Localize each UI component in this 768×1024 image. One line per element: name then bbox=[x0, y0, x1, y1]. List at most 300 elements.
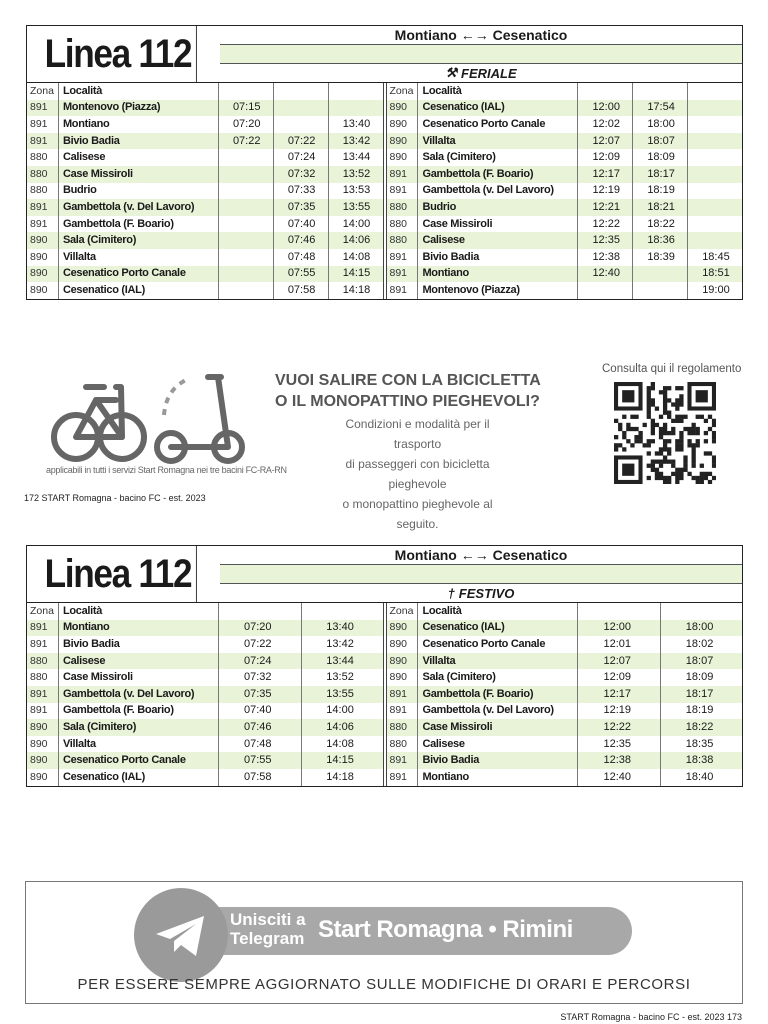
time-cell: 14:06 bbox=[301, 719, 382, 736]
time-header bbox=[301, 603, 382, 620]
table-row bbox=[27, 216, 383, 233]
time-cell bbox=[218, 282, 273, 299]
table-row bbox=[27, 249, 383, 266]
time-header bbox=[218, 603, 301, 620]
localita-cell: Montenovo (Piazza) bbox=[58, 100, 218, 117]
zona-header: Zona bbox=[27, 603, 58, 620]
zona-header: Zona bbox=[387, 603, 418, 620]
time-cell bbox=[633, 282, 688, 299]
localita-cell: Gambettola (v. Del Lavoro) bbox=[418, 703, 578, 720]
time-cell: 18:36 bbox=[633, 232, 688, 249]
zona-cell: 880 bbox=[387, 719, 418, 736]
table-row bbox=[387, 703, 743, 720]
feriale-outbound-table bbox=[27, 83, 383, 299]
time-cell bbox=[688, 199, 742, 216]
time-cell bbox=[218, 183, 273, 200]
table-row bbox=[27, 232, 383, 249]
table-row bbox=[27, 669, 383, 686]
localita-cell: Gambettola (v. Del Lavoro) bbox=[418, 183, 578, 200]
localita-cell: Gambettola (F. Boario) bbox=[418, 166, 578, 183]
zona-cell: 880 bbox=[387, 199, 418, 216]
time-header bbox=[633, 83, 688, 100]
zona-cell: 891 bbox=[387, 183, 418, 200]
localita-cell: Sala (Cimitero) bbox=[58, 232, 218, 249]
zona-cell: 891 bbox=[387, 769, 418, 786]
time-cell: 12:07 bbox=[578, 653, 661, 670]
time-cell: 18:17 bbox=[661, 686, 742, 703]
time-cell: 07:15 bbox=[218, 100, 273, 117]
localita-cell: Bivio Badia bbox=[418, 752, 578, 769]
zona-cell: 880 bbox=[387, 216, 418, 233]
time-cell: 07:46 bbox=[273, 232, 328, 249]
table-row bbox=[387, 183, 743, 200]
time-cell: 13:44 bbox=[342, 151, 371, 164]
localita-cell: Cesenatico Porto Canale bbox=[418, 116, 578, 133]
time-cell: 12:00 bbox=[578, 100, 633, 117]
zona-cell: 880 bbox=[387, 232, 418, 249]
time-cell: 07:35 bbox=[273, 199, 328, 216]
time-cell: 13:52 bbox=[328, 166, 382, 183]
time-cell bbox=[688, 216, 742, 233]
zona-cell: 890 bbox=[27, 752, 58, 769]
period-label bbox=[220, 64, 742, 82]
telegram-channel-name: Start Romagna • Rimini bbox=[318, 916, 573, 943]
time-cell: 12:38 bbox=[578, 752, 661, 769]
time-cell: 18:45 bbox=[702, 250, 730, 263]
time-header bbox=[661, 603, 742, 620]
applicability-note: applicabili in tutti i servizi Start Romagna nei tre bacini FC-RA-RN bbox=[46, 465, 287, 475]
table-row bbox=[27, 703, 383, 720]
localita-cell: Sala (Cimitero) bbox=[418, 669, 578, 686]
time-cell: 18:19 bbox=[633, 183, 688, 200]
zona-header: Zona bbox=[387, 83, 418, 100]
table-row bbox=[387, 149, 743, 166]
localita-cell: Cesenatico (IAL) bbox=[418, 620, 578, 637]
localita-header: Località bbox=[418, 83, 578, 100]
time-cell: 18:22 bbox=[633, 216, 688, 233]
localita-cell: Villalta bbox=[58, 249, 218, 266]
time-cell bbox=[688, 166, 742, 183]
festivo-return-table bbox=[387, 603, 743, 786]
page-footer-right: START Romagna - bacino FC - est. 2023 173 bbox=[560, 1012, 742, 1022]
localita-header: Località bbox=[58, 83, 218, 100]
timetable-header bbox=[27, 26, 742, 83]
festivo-outbound-table bbox=[27, 603, 383, 786]
zona-cell: 890 bbox=[27, 769, 58, 786]
zona-cell: 890 bbox=[27, 232, 58, 249]
zona-header: Zona bbox=[27, 83, 58, 100]
telegram-subtitle: PER ESSERE SEMPRE AGGIORNATO SULLE MODIFICHE DI ORARI E PERCORSI bbox=[77, 976, 691, 993]
table-row bbox=[27, 769, 383, 786]
time-header bbox=[688, 83, 742, 100]
time-header bbox=[328, 83, 382, 100]
zona-cell: 891 bbox=[27, 216, 58, 233]
folding-bike-scooter-icon bbox=[46, 365, 256, 465]
time-cell: 14:15 bbox=[328, 266, 382, 283]
localita-cell: Montiano bbox=[418, 266, 578, 283]
time-cell: 12:21 bbox=[578, 199, 633, 216]
time-cell: 12:17 bbox=[578, 686, 661, 703]
zona-cell: 890 bbox=[387, 100, 418, 117]
zona-cell: 890 bbox=[387, 116, 418, 133]
time-cell: 13:52 bbox=[326, 671, 354, 684]
time-cell: 07:24 bbox=[273, 149, 328, 166]
table-header-row bbox=[27, 83, 383, 100]
time-cell: 12:17 bbox=[578, 166, 633, 183]
table-row bbox=[27, 166, 383, 183]
time-cell: 12:40 bbox=[578, 769, 661, 786]
table-row bbox=[387, 752, 743, 769]
time-header bbox=[218, 83, 273, 100]
time-cell: 13:53 bbox=[342, 184, 371, 197]
table-row bbox=[27, 736, 383, 753]
table-row bbox=[27, 100, 383, 117]
time-cell: 18:07 bbox=[661, 653, 742, 670]
time-cell: 12:40 bbox=[578, 266, 633, 283]
localita-cell: Montiano bbox=[418, 769, 578, 786]
time-cell bbox=[328, 100, 382, 117]
localita-cell: Villalta bbox=[58, 736, 218, 753]
table-row bbox=[27, 199, 383, 216]
zona-cell: 891 bbox=[387, 752, 418, 769]
telegram-icon bbox=[134, 888, 228, 982]
time-cell: 07:48 bbox=[273, 249, 328, 266]
zona-cell: 891 bbox=[27, 703, 58, 720]
time-cell: 12:22 bbox=[578, 216, 633, 233]
telegram-circle bbox=[134, 888, 228, 982]
table-row bbox=[387, 719, 743, 736]
zona-cell: 891 bbox=[387, 166, 418, 183]
timetable-header bbox=[27, 546, 742, 603]
time-cell: 18:40 bbox=[685, 770, 714, 783]
localita-cell: Budrio bbox=[58, 183, 218, 200]
time-cell: 13:42 bbox=[326, 637, 354, 650]
time-cell: 07:32 bbox=[218, 669, 301, 686]
time-cell: 13:40 bbox=[301, 620, 382, 637]
table-row bbox=[387, 249, 743, 266]
time-cell: 19:00 bbox=[702, 283, 730, 296]
time-cell: 12:19 bbox=[578, 703, 661, 720]
localita-cell: Montenovo (Piazza) bbox=[418, 282, 578, 299]
time-cell: 18:21 bbox=[633, 199, 688, 216]
localita-cell: Cesenatico (IAL) bbox=[418, 100, 578, 117]
zona-cell: 891 bbox=[387, 282, 418, 299]
zona-cell: 880 bbox=[27, 183, 58, 200]
table-row bbox=[27, 653, 383, 670]
time-cell: 12:00 bbox=[578, 620, 661, 637]
localita-cell: Case Missiroli bbox=[58, 166, 218, 183]
zona-cell: 880 bbox=[27, 669, 58, 686]
table-row bbox=[387, 636, 743, 653]
time-cell: 18:38 bbox=[661, 752, 742, 769]
time-header bbox=[273, 83, 328, 100]
localita-cell: Bivio Badia bbox=[418, 249, 578, 266]
table-row bbox=[27, 752, 383, 769]
timetable-feriale bbox=[26, 25, 743, 300]
table-header-row bbox=[387, 603, 743, 620]
time-cell: 07:55 bbox=[218, 752, 301, 769]
time-cell bbox=[218, 232, 273, 249]
localita-cell: Gambettola (F. Boario) bbox=[418, 686, 578, 703]
time-cell: 07:22 bbox=[218, 636, 301, 653]
time-cell: 12:35 bbox=[578, 232, 633, 249]
localita-cell: Cesenatico Porto Canale bbox=[58, 266, 218, 283]
zona-cell: 891 bbox=[27, 636, 58, 653]
time-cell: 12:07 bbox=[578, 133, 633, 150]
table-row bbox=[387, 216, 743, 233]
zona-cell: 890 bbox=[387, 133, 418, 150]
time-cell bbox=[688, 183, 742, 200]
time-cell: 07:22 bbox=[273, 133, 328, 150]
zona-cell: 890 bbox=[27, 736, 58, 753]
period-text: FERIALE bbox=[461, 65, 517, 81]
timetable-festivo bbox=[26, 545, 743, 787]
table-header-row bbox=[27, 603, 383, 620]
time-cell bbox=[633, 266, 688, 283]
time-cell: 14:15 bbox=[301, 752, 382, 769]
zona-cell: 890 bbox=[27, 282, 58, 299]
localita-cell: Case Missiroli bbox=[418, 216, 578, 233]
cross-icon: † bbox=[447, 585, 455, 601]
zona-cell: 890 bbox=[387, 620, 418, 637]
time-cell: 07:46 bbox=[218, 719, 301, 736]
localita-header: Località bbox=[58, 603, 218, 620]
page-footer-left: 172 START Romagna - bacino FC - est. 2023 bbox=[24, 493, 206, 503]
localita-cell: Montiano bbox=[58, 620, 218, 637]
time-cell: 14:00 bbox=[342, 217, 371, 230]
zona-cell: 891 bbox=[387, 703, 418, 720]
bike-question: VUOI SALIRE CON LA BICICLETTA O IL MONOPATTINO PIEGHEVOLI? bbox=[275, 372, 541, 410]
table-row bbox=[27, 636, 383, 653]
time-cell: 18:17 bbox=[633, 166, 688, 183]
localita-cell: Budrio bbox=[418, 199, 578, 216]
table-row bbox=[27, 620, 383, 637]
time-cell: 18:00 bbox=[661, 620, 742, 637]
localita-cell: Gambettola (v. Del Lavoro) bbox=[58, 199, 218, 216]
time-cell: 07:35 bbox=[218, 686, 301, 703]
localita-cell: Bivio Badia bbox=[58, 133, 218, 150]
table-row bbox=[27, 133, 383, 150]
table-row bbox=[387, 653, 743, 670]
time-cell: 07:58 bbox=[273, 282, 328, 299]
time-cell: 14:08 bbox=[342, 250, 371, 263]
table-row bbox=[387, 266, 743, 283]
time-cell: 07:22 bbox=[218, 133, 273, 150]
localita-cell: Montiano bbox=[58, 116, 218, 133]
route-title: Montiano ←→ Cesenatico bbox=[220, 546, 742, 565]
route-title: Montiano ←→ Cesenatico bbox=[220, 26, 742, 45]
time-cell: 07:58 bbox=[218, 769, 301, 786]
time-cell bbox=[218, 266, 273, 283]
time-cell: 12:01 bbox=[578, 636, 661, 653]
time-cell: 18:09 bbox=[685, 671, 714, 684]
localita-cell: Calisese bbox=[418, 736, 578, 753]
table-row bbox=[27, 719, 383, 736]
table-row bbox=[387, 282, 743, 299]
zona-cell: 890 bbox=[387, 669, 418, 686]
time-cell bbox=[688, 133, 742, 150]
time-cell: 12:19 bbox=[578, 183, 633, 200]
table-row bbox=[27, 686, 383, 703]
time-cell: 12:09 bbox=[578, 669, 661, 686]
time-cell bbox=[218, 216, 273, 233]
table-row bbox=[387, 620, 743, 637]
zona-cell: 890 bbox=[387, 636, 418, 653]
time-cell: 18:07 bbox=[633, 133, 688, 150]
table-row bbox=[387, 100, 743, 117]
time-cell: 18:35 bbox=[685, 737, 714, 750]
feriale-return-table bbox=[387, 83, 743, 299]
time-cell bbox=[688, 149, 742, 166]
time-cell: 17:54 bbox=[633, 100, 688, 117]
hammer-icon: ⚒ bbox=[445, 65, 458, 80]
localita-cell: Cesenatico (IAL) bbox=[58, 282, 218, 299]
time-cell bbox=[688, 232, 742, 249]
time-cell bbox=[273, 116, 328, 133]
zona-cell: 891 bbox=[27, 199, 58, 216]
time-cell: 18:39 bbox=[633, 249, 688, 266]
localita-cell: Bivio Badia bbox=[58, 636, 218, 653]
time-cell: 18:19 bbox=[685, 704, 714, 717]
table-row bbox=[27, 266, 383, 283]
localita-cell: Cesenatico Porto Canale bbox=[418, 636, 578, 653]
zona-cell: 890 bbox=[27, 266, 58, 283]
zona-cell: 880 bbox=[387, 736, 418, 753]
time-cell bbox=[218, 249, 273, 266]
time-cell: 14:08 bbox=[326, 737, 354, 750]
localita-cell: Calisese bbox=[58, 149, 218, 166]
time-cell: 18:09 bbox=[633, 149, 688, 166]
table-row bbox=[27, 149, 383, 166]
zona-cell: 891 bbox=[27, 100, 58, 117]
zona-cell: 891 bbox=[387, 266, 418, 283]
zona-cell: 891 bbox=[27, 116, 58, 133]
table-row bbox=[387, 166, 743, 183]
table-row bbox=[387, 116, 743, 133]
zona-cell: 891 bbox=[27, 686, 58, 703]
localita-cell: Gambettola (v. Del Lavoro) bbox=[58, 686, 218, 703]
table-row bbox=[387, 736, 743, 753]
localita-cell: Gambettola (F. Boario) bbox=[58, 703, 218, 720]
localita-cell: Cesenatico (IAL) bbox=[58, 769, 218, 786]
time-cell: 13:44 bbox=[301, 653, 382, 670]
time-cell bbox=[218, 149, 273, 166]
localita-cell: Case Missiroli bbox=[58, 669, 218, 686]
time-cell bbox=[273, 100, 328, 117]
telegram-banner[interactable] bbox=[25, 881, 743, 1004]
time-cell: 18:51 bbox=[688, 266, 742, 283]
time-cell bbox=[688, 116, 742, 133]
time-cell: 07:32 bbox=[273, 166, 328, 183]
qr-label: Consulta qui il regolamento bbox=[602, 363, 742, 375]
zona-cell: 891 bbox=[27, 133, 58, 150]
time-cell: 13:55 bbox=[328, 199, 382, 216]
zona-cell: 890 bbox=[27, 249, 58, 266]
time-cell: 12:22 bbox=[578, 719, 661, 736]
zona-cell: 890 bbox=[27, 719, 58, 736]
zona-cell: 891 bbox=[387, 249, 418, 266]
time-cell: 07:55 bbox=[273, 266, 328, 283]
localita-cell: Sala (Cimitero) bbox=[418, 149, 578, 166]
zona-cell: 890 bbox=[387, 653, 418, 670]
table-row bbox=[387, 133, 743, 150]
time-cell: 14:00 bbox=[326, 704, 354, 717]
table-row bbox=[387, 769, 743, 786]
localita-cell: Calisese bbox=[58, 653, 218, 670]
time-cell: 12:35 bbox=[578, 736, 661, 753]
time-cell: 07:20 bbox=[218, 116, 273, 133]
time-cell: 18:00 bbox=[633, 116, 688, 133]
time-cell: 12:38 bbox=[578, 249, 633, 266]
time-header bbox=[578, 603, 661, 620]
line-title: Linea 112 bbox=[27, 546, 197, 602]
zona-cell: 891 bbox=[27, 620, 58, 637]
period-label bbox=[220, 584, 742, 602]
localita-cell: Cesenatico Porto Canale bbox=[58, 752, 218, 769]
time-cell: 12:09 bbox=[578, 149, 633, 166]
zona-cell: 890 bbox=[387, 149, 418, 166]
telegram-join-text: Unisciti a Telegram bbox=[230, 910, 306, 948]
table-row bbox=[27, 116, 383, 133]
time-cell: 14:18 bbox=[342, 283, 371, 296]
time-cell: 07:24 bbox=[218, 653, 301, 670]
time-cell: 07:40 bbox=[273, 216, 328, 233]
table-row bbox=[387, 232, 743, 249]
time-cell: 14:18 bbox=[326, 770, 354, 783]
table-header-row bbox=[387, 83, 743, 100]
time-cell bbox=[688, 100, 742, 117]
header-spacer bbox=[220, 45, 742, 64]
time-cell: 07:40 bbox=[218, 703, 301, 720]
localita-cell: Gambettola (F. Boario) bbox=[58, 216, 218, 233]
localita-cell: Calisese bbox=[418, 232, 578, 249]
localita-cell: Villalta bbox=[418, 653, 578, 670]
table-row bbox=[387, 686, 743, 703]
time-cell: 13:55 bbox=[301, 686, 382, 703]
table-row bbox=[387, 199, 743, 216]
bike-description: Condizioni e modalità per il trasporto di passeggeri con bicicletta pieghevole o monopattino pieghevole al seguito. bbox=[342, 417, 493, 531]
time-cell: 07:48 bbox=[218, 736, 301, 753]
time-cell bbox=[218, 166, 273, 183]
table-row bbox=[27, 282, 383, 299]
time-cell: 18:22 bbox=[661, 719, 742, 736]
time-cell: 07:20 bbox=[218, 620, 301, 637]
localita-cell: Villalta bbox=[418, 133, 578, 150]
time-cell: 12:02 bbox=[578, 116, 633, 133]
table-row bbox=[27, 183, 383, 200]
localita-cell: Sala (Cimitero) bbox=[58, 719, 218, 736]
header-spacer bbox=[220, 565, 742, 584]
localita-cell: Case Missiroli bbox=[418, 719, 578, 736]
zona-cell: 891 bbox=[387, 686, 418, 703]
time-cell: 07:33 bbox=[273, 183, 328, 200]
time-cell bbox=[218, 199, 273, 216]
localita-header: Località bbox=[418, 603, 578, 620]
time-cell: 14:06 bbox=[328, 232, 382, 249]
qr-code-icon[interactable] bbox=[614, 382, 716, 484]
time-header bbox=[578, 83, 633, 100]
time-cell: 13:40 bbox=[342, 117, 371, 130]
zona-cell: 880 bbox=[27, 653, 58, 670]
line-title: Linea 112 bbox=[27, 26, 197, 82]
table-row bbox=[387, 669, 743, 686]
period-text: FESTIVO bbox=[458, 585, 515, 601]
time-cell: 13:42 bbox=[328, 133, 382, 150]
zona-cell: 880 bbox=[27, 149, 58, 166]
zona-cell: 880 bbox=[27, 166, 58, 183]
time-cell: 18:02 bbox=[685, 637, 714, 650]
time-cell bbox=[578, 282, 633, 299]
